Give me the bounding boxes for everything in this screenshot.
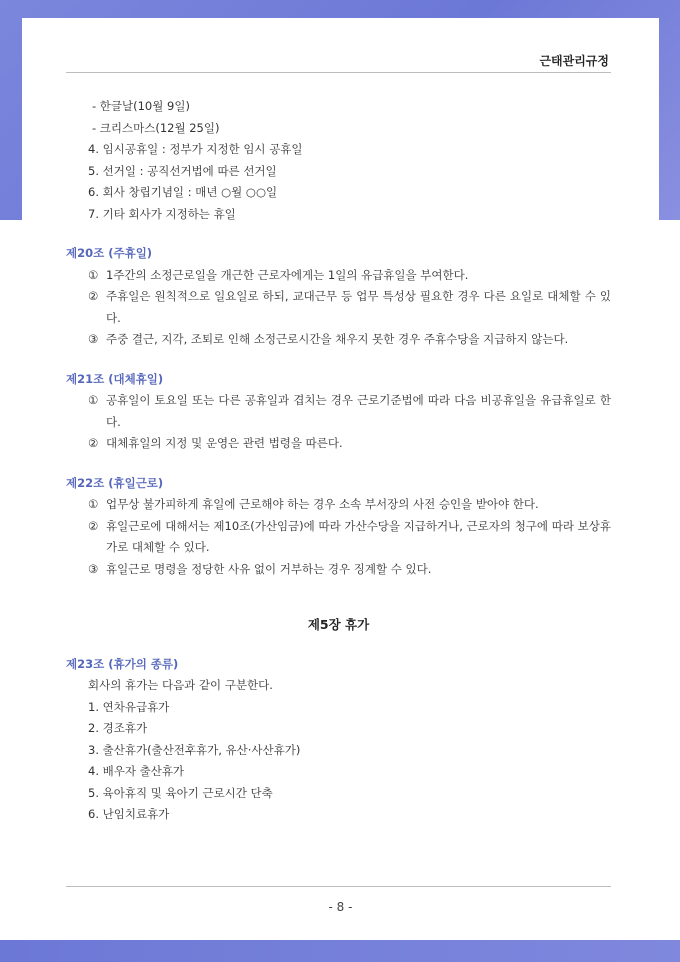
paragraph [66, 516, 611, 559]
list-item: 2. 경조휴가 [88, 721, 148, 735]
chapter-title: 제5장 휴가 [307, 617, 370, 632]
list-item: 4. 배우자 출산휴가 [88, 764, 185, 778]
document-page [22, 18, 659, 940]
header-title: 근태관리규정 [539, 54, 609, 68]
footer-rule [66, 886, 611, 887]
paragraph-text: 대체휴일의 지정 및 운영은 관련 법령을 따른다. [106, 436, 343, 450]
page-content [66, 96, 611, 826]
article-heading: 제20조 (주휴일) [66, 246, 153, 260]
list-item: 3. 출산휴가(출산전후휴가, 유산·사산휴가) [88, 742, 301, 757]
paragraph-text: 휴일근로에 대해서는 제10조(가산임금)에 따라 가산수당을 지급하거나, 근로자의 청구에 따라 보상휴가로 대체할 수 있다. [106, 518, 611, 554]
list-item: 1. 연차유급휴가 [88, 699, 170, 714]
article-heading: 제22조 (휴일근로) [66, 475, 164, 490]
paragraph [66, 433, 611, 455]
paragraph-mark: ① [88, 393, 99, 407]
list-item: - 한글날(10월 9일) [92, 99, 190, 113]
paragraph-text: 1주간의 소정근로일을 개근한 근로자에게는 1일의 유급휴일을 부여한다. [106, 267, 469, 282]
list-item: - 크리스마스(12월 25일) [92, 120, 220, 135]
paragraph [66, 390, 611, 433]
paragraph-mark: ① [88, 497, 99, 511]
list-item: 5. 육아휴직 및 육아기 근로시간 단축 [88, 785, 273, 800]
paragraph-mark: ① [88, 267, 99, 282]
article-heading: 제21조 (대체휴일) [66, 371, 164, 386]
paragraph-mark: ③ [88, 332, 99, 346]
paragraph [66, 286, 611, 329]
paragraph-text: 공휴일이 토요일 또는 다른 공휴일과 겹치는 경우 근로기준법에 따라 다음 비공휴일을 유급휴일로 한다. [106, 393, 611, 429]
list-item: 7. 기타 회사가 지정하는 휴일 [88, 206, 236, 221]
list-item: 6. 난임치료휴가 [88, 807, 170, 821]
list-item: 5. 선거일 : 공직선거법에 따른 선거일 [88, 163, 277, 178]
list-item: 6. 회사 창립기념일 : 매년 ○월 ○○일 [88, 185, 278, 199]
paragraph-text: 휴일근로 명령을 정당한 사유 없이 거부하는 경우 징계할 수 있다. [106, 561, 432, 576]
article-intro: 회사의 휴가는 다음과 같이 구분한다. [88, 678, 273, 692]
article-heading: 제23조 (휴가의 종류) [66, 656, 179, 671]
paragraph-text: 주휴일은 원칙적으로 일요일로 하되, 교대근무 등 업무 특성상 필요한 경우 다른 요일로 대체할 수 있다. [106, 289, 611, 325]
header-rule [66, 72, 611, 73]
paragraph [66, 494, 611, 516]
paragraph-text: 업무상 불가피하게 휴일에 근로해야 하는 경우 소속 부서장의 사전 승인을 받아야 한다. [106, 497, 539, 511]
paragraph [66, 265, 611, 287]
paragraph-mark: ② [88, 289, 99, 303]
paragraph-text: 주중 결근, 지각, 조퇴로 인해 소정근로시간을 채우지 못한 경우 주휴수당을 지급하지 않는다. [106, 332, 569, 346]
paragraph [66, 559, 611, 581]
list-item: 4. 임시공휴일 : 정부가 지정한 임시 공휴일 [88, 142, 303, 156]
background-bottom-band [0, 940, 680, 962]
page-number: - 8 - [328, 900, 353, 914]
paragraph-mark: ③ [88, 561, 99, 576]
paragraph-mark: ② [88, 436, 99, 450]
paragraph [66, 329, 611, 351]
paragraph-mark: ② [88, 518, 99, 533]
